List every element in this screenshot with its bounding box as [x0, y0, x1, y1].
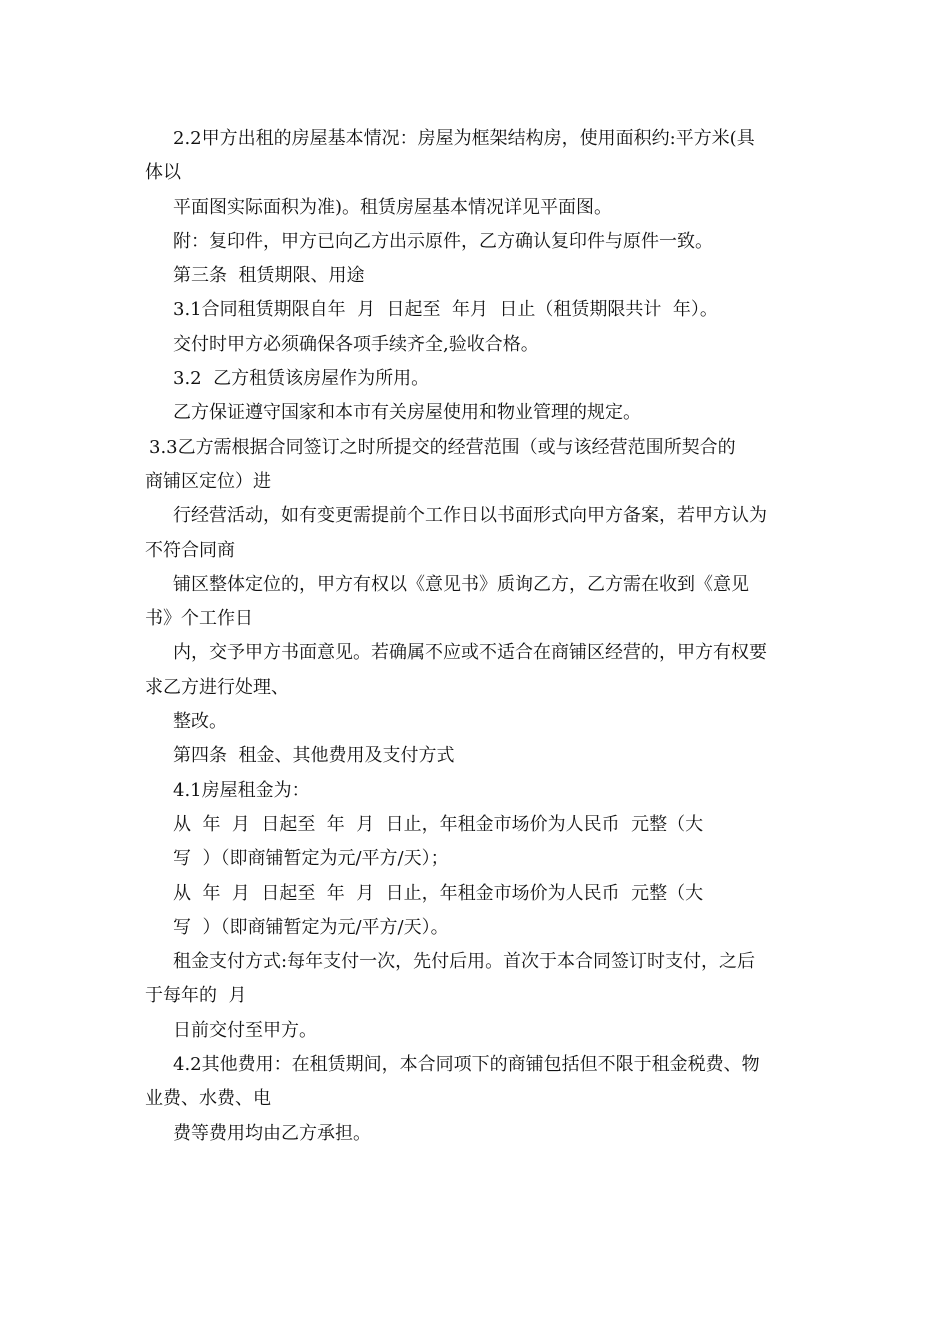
- payment-method-line-1: 租金支付方式:每年支付一次，先付后用。首次于本合同签订时支付，之后: [173, 951, 756, 973]
- clause-3-3-line-7: 内，交予甲方书面意见。若确属不应或不适合在商铺区经营的，甲方有权要: [173, 642, 767, 664]
- clause-2-2-line-3: 平面图实际面积为准)。租赁房屋基本情况详见平面图。: [173, 196, 613, 218]
- payment-method-line-2: 于每年的 月: [145, 985, 247, 1007]
- clause-3-3-line-8: 求乙方进行处理、: [145, 676, 289, 698]
- clause-4-1: 4.1房屋租金为：: [173, 779, 310, 801]
- clause-4-2-line-3: 费等费用均由乙方承担。: [173, 1122, 371, 1144]
- clause-3-3-line-1: 3.3乙方需根据合同签订之时所提交的经营范围（或与该经营范围所契合的: [149, 436, 736, 458]
- clause-2-2-line-2: 体以: [145, 162, 181, 184]
- rent-period-2-line-1: 从 年 月 日起至 年 月 日止，年租金市场价为人民币 元整（大: [173, 882, 704, 904]
- clause-3-3-line-6: 书》个工作日: [145, 608, 253, 630]
- clause-3-2-compliance: 乙方保证遵守国家和本市有关房屋使用和物业管理的规定。: [173, 402, 641, 424]
- clause-3-1: 3.1合同租赁期限自年 月 日起至 年月 日止（租赁期限共计 年）。: [173, 299, 718, 321]
- clause-4-2-line-2: 业费、水费、电: [145, 1088, 271, 1110]
- rent-period-1-line-2: 写 ）（即商铺暂定为元/平方/天）；: [173, 848, 449, 870]
- clause-3-3-line-4: 不符合同商: [145, 539, 235, 561]
- clause-3-3-line-5: 铺区整体定位的，甲方有权以《意见书》质询乙方，乙方需在收到《意见: [173, 573, 749, 595]
- clause-4-2-line-1: 4.2其他费用：在租赁期间，本合同项下的商铺包括但不限于租金税费、物: [173, 1054, 760, 1076]
- attachment-note: 附：复印件，甲方已向乙方出示原件，乙方确认复印件与原件一致。: [173, 230, 713, 252]
- article-3-heading: 第三条 租赁期限、用途: [173, 265, 365, 287]
- payment-method-line-3: 日前交付至甲方。: [173, 1019, 317, 1041]
- clause-3-1-delivery: 交付时甲方必须确保各项手续齐全,验收合格。: [173, 333, 539, 355]
- article-4-heading: 第四条 租金、其他费用及支付方式: [173, 745, 455, 767]
- clause-3-2: 3.2 乙方租赁该房屋作为所用。: [173, 368, 430, 390]
- clause-3-3-line-9: 整改。: [173, 711, 227, 733]
- clause-3-3-line-3: 行经营活动，如有变更需提前个工作日以书面形式向甲方备案，若甲方认为: [173, 505, 767, 527]
- contract-text-body: [145, 122, 815, 1151]
- rent-period-2-line-2: 写 ）（即商铺暂定为元/平方/天）。: [173, 916, 449, 938]
- rent-period-1-line-1: 从 年 月 日起至 年 月 日止，年租金市场价为人民币 元整（大: [173, 813, 704, 835]
- clause-3-3-line-2: 商铺区定位）进: [145, 470, 271, 492]
- clause-2-2-line-1: 2.2甲方出租的房屋基本情况：房屋为框架结构房，使用面积约:平方米(具: [173, 128, 755, 149]
